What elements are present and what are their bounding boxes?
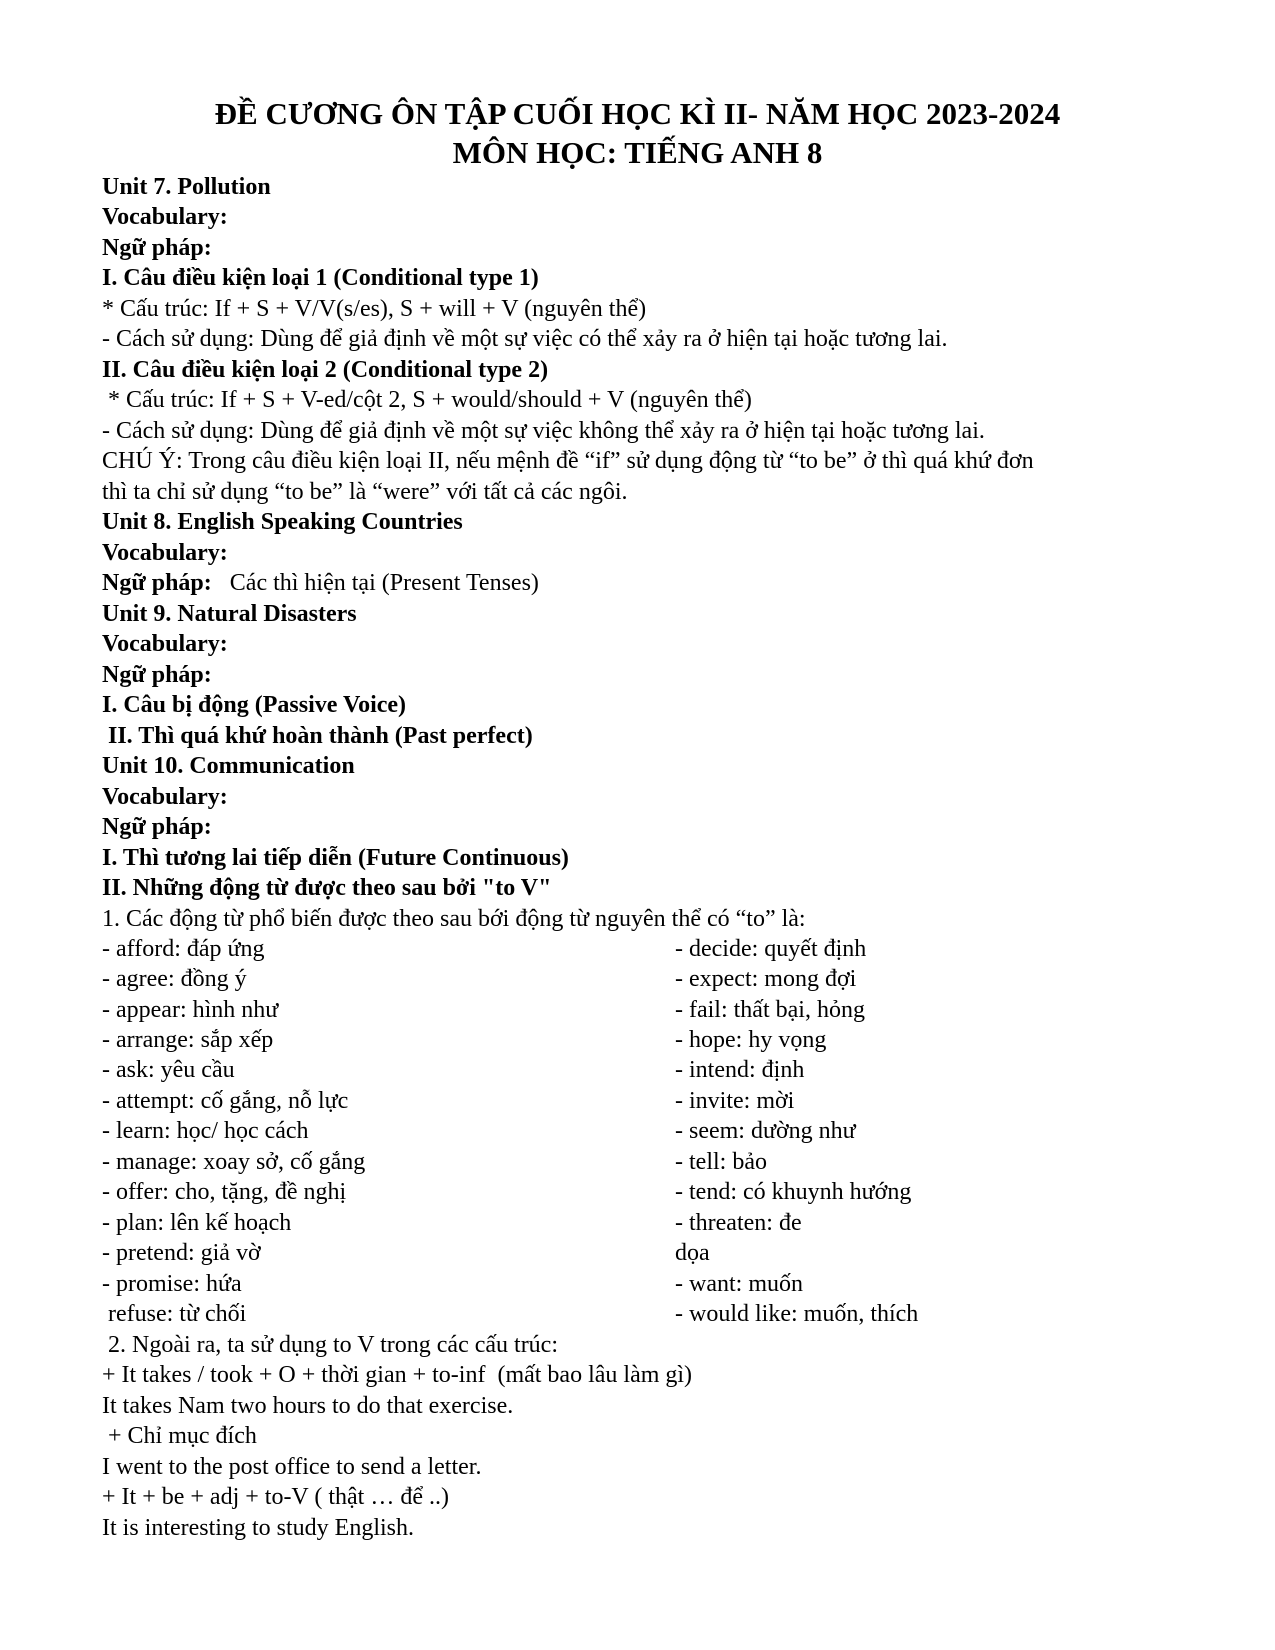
- structure-it-takes: + It takes / took + O + thời gian + to-inf (mất bao lâu làm gì): [102, 1362, 693, 1388]
- verb-left-item: - agree: đồng ý: [102, 966, 247, 992]
- verb-right-item: - tell: bảo: [675, 1149, 767, 1175]
- verb-right-item: - would like: muốn, thích: [675, 1301, 919, 1327]
- unit8-grammar-line: [102, 568, 539, 598]
- verb-right-item: - threaten: đe: [675, 1210, 802, 1236]
- structure-it-takes-example: It takes Nam two hours to do that exercise.: [102, 1393, 514, 1419]
- passive-voice-heading: I. Câu bị động (Passive Voice): [102, 692, 407, 718]
- verb-left-item: - offer: cho, tặng, đề nghị: [102, 1179, 347, 1205]
- verb-right-item: - tend: có khuynh hướng: [675, 1179, 912, 1205]
- verb-left-item: - attempt: cố gắng, nỗ lực: [102, 1088, 349, 1114]
- verb-right-item: - invite: mời: [675, 1088, 795, 1114]
- verb-right-item: - decide: quyết định: [675, 936, 867, 962]
- verb-right-item: - seem: dường như: [675, 1118, 856, 1144]
- unit9-vocab-label: Vocabulary:: [102, 631, 228, 657]
- cond1-heading: I. Câu điều kiện loại 1 (Conditional type 1): [102, 265, 539, 291]
- unit8-heading: Unit 8. English Speaking Countries: [102, 509, 463, 535]
- structure-purpose: + Chỉ mục đích: [102, 1423, 257, 1449]
- verb-right-item: - want: muốn: [675, 1271, 803, 1297]
- unit10-grammar-label: Ngữ pháp:: [102, 814, 212, 840]
- unit8-grammar-label: Ngữ pháp:: [102, 570, 212, 596]
- verb-left-item: - learn: học/ học cách: [102, 1118, 309, 1144]
- unit8-grammar-text: Các thì hiện tại (Present Tenses): [211, 570, 539, 596]
- verb-left-item: refuse: từ chối: [102, 1301, 247, 1327]
- verb-left-item: - ask: yêu cầu: [102, 1057, 235, 1083]
- structure-purpose-example: I went to the post office to send a letter.: [102, 1454, 482, 1480]
- subject-title: MÔN HỌC: TIẾNG ANH 8: [452, 135, 823, 170]
- verb-right-item: dọa: [675, 1240, 710, 1266]
- cond2-usage: - Cách sử dụng: Dùng để giả định về một sự việc không thể xảy ra ở hiện tại hoặc tương lai.: [102, 418, 985, 444]
- verb-right-item: - expect: mong đợi: [675, 966, 857, 992]
- verb-left-item: - afford: đáp ứng: [102, 936, 265, 962]
- extra-structures-intro: 2. Ngoài ra, ta sử dụng to V trong các cấu trúc:: [102, 1332, 558, 1358]
- verb-right-item: - fail: thất bại, hỏng: [675, 997, 865, 1023]
- cond1-structure: * Cấu trúc: If + S + V/V(s/es), S + will + V (nguyên thể): [102, 296, 647, 322]
- verb-left-item: - promise: hứa: [102, 1271, 242, 1297]
- note-line-1: CHÚ Ý: Trong câu điều kiện loại II, nếu mệnh đề “if” sử dụng động từ “to be” ở thì quá khứ đơn: [102, 448, 1034, 474]
- cond2-heading: II. Câu điều kiện loại 2 (Conditional type 2): [102, 357, 549, 383]
- unit7-heading: Unit 7. Pollution: [102, 174, 271, 200]
- verb-left-item: - arrange: sắp xếp: [102, 1027, 274, 1053]
- future-continuous-heading: I. Thì tương lai tiếp diễn (Future Continuous): [102, 845, 569, 871]
- verb-left-item: - manage: xoay sở, cố gắng: [102, 1149, 366, 1175]
- unit9-grammar-label: Ngữ pháp:: [102, 662, 212, 688]
- verb-left-item: - pretend: giả vờ: [102, 1240, 261, 1266]
- unit8-vocab-label: Vocabulary:: [102, 540, 228, 566]
- to-v-heading: II. Những động từ được theo sau bởi "to V": [102, 875, 552, 901]
- document-title: ĐỀ CƯƠNG ÔN TẬP CUỐI HỌC KÌ II- NĂM HỌC 2023-2024: [214, 96, 1061, 131]
- verb-left-item: - appear: hình như: [102, 997, 279, 1023]
- unit10-vocab-label: Vocabulary:: [102, 784, 228, 810]
- note-line-2: thì ta chỉ sử dụng “to be” là “were” với tất cả các ngôi.: [102, 479, 628, 505]
- verbs-intro: 1. Các động từ phổ biến được theo sau bới động từ nguyên thể có “to” là:: [102, 906, 806, 932]
- unit7-vocab-label: Vocabulary:: [102, 204, 228, 230]
- past-perfect-heading: II. Thì quá khứ hoàn thành (Past perfect): [102, 723, 533, 749]
- verb-right-item: - hope: hy vọng: [675, 1027, 827, 1053]
- unit7-grammar-label: Ngữ pháp:: [102, 235, 212, 261]
- cond1-usage: - Cách sử dụng: Dùng để giả định về một sự việc có thể xảy ra ở hiện tại hoặc tương lai.: [102, 326, 948, 352]
- structure-it-be-adj-example: It is interesting to study English.: [102, 1515, 414, 1541]
- structure-it-be-adj: + It + be + adj + to-V ( thật … để ..): [102, 1484, 449, 1510]
- verb-right-item: - intend: định: [675, 1057, 805, 1083]
- unit9-heading: Unit 9. Natural Disasters: [102, 601, 357, 627]
- verb-left-item: - plan: lên kế hoạch: [102, 1210, 292, 1236]
- cond2-structure: * Cấu trúc: If + S + V-ed/cột 2, S + would/should + V (nguyên thể): [102, 387, 752, 413]
- unit10-heading: Unit 10. Communication: [102, 753, 355, 779]
